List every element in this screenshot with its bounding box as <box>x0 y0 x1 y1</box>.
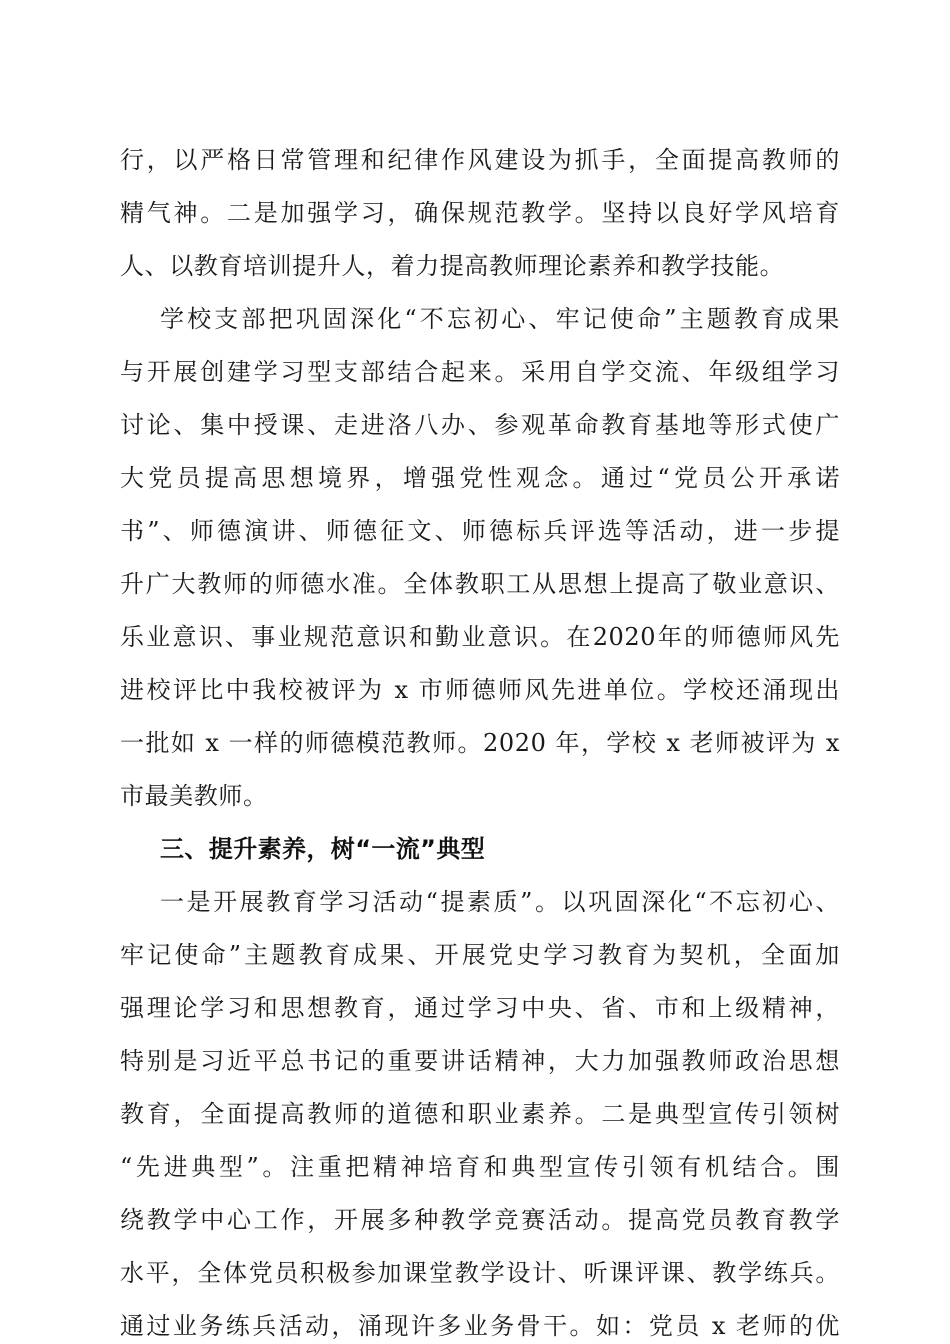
paragraph-2-line: 进校评比中我校被评为 x 市师德师风先进单位。学校还涌现出 <box>120 676 840 704</box>
paragraph-3-line: 牢记使命”主题教育成果、开展党史学习教育为契机，全面加 <box>120 941 840 969</box>
paragraph-3-line: 特别是习近平总书记的重要讲话精神，大力加强教师政治思想 <box>120 1047 840 1075</box>
paragraph-1-line: 人、以教育培训提升人，着力提高教师理论素养和教学技能。 <box>120 252 785 280</box>
paragraph-3-line: 水平，全体党员积极参加课堂教学设计、听课评课、教学练兵。 <box>120 1259 840 1287</box>
paragraph-3-line: “先进典型”。注重把精神培育和典型宣传引领有机结合。围 <box>120 1153 840 1181</box>
paragraph-3-line: 通过业务练兵活动，涌现许多业务骨干。如：党员 x 老师的优 <box>120 1312 840 1340</box>
paragraph-3-line: 教育，全面提高教师的道德和职业素养。二是典型宣传引领树 <box>120 1100 840 1128</box>
section-heading: 三、提升素养，树“一流”典型 <box>160 835 486 863</box>
paragraph-2-line: 学校支部把巩固深化“不忘初心、牢记使命”主题教育成果 <box>160 305 840 333</box>
paragraph-3-line: 一是开展教育学习活动“提素质”。以巩固深化“不忘初心、 <box>160 888 840 916</box>
paragraph-2-line: 市最美教师。 <box>120 782 268 810</box>
paragraph-2-line: 与开展创建学习型支部结合起来。采用自学交流、年级组学习 <box>120 358 840 386</box>
paragraph-3-line: 绕教学中心工作，开展多种教学竞赛活动。提高党员教育教学 <box>120 1206 840 1234</box>
paragraph-2-line: 升广大教师的师德水准。全体教职工从思想上提高了敬业意识、 <box>120 570 840 598</box>
paragraph-2-line: 大党员提高思想境界，增强党性观念。通过“党员公开承诺 <box>120 464 840 492</box>
paragraph-1-line: 行，以严格日常管理和纪律作风建设为抓手，全面提高教师的 <box>120 146 840 174</box>
paragraph-2-line: 讨论、集中授课、走进洛八办、参观革命教育基地等形式使广 <box>120 411 840 439</box>
paragraph-2-line: 一批如 x 一样的师德模范教师。2020 年，学校 x 老师被评为 x <box>120 729 840 757</box>
paragraph-1-line: 精气神。二是加强学习，确保规范教学。坚持以良好学风培育 <box>120 199 840 227</box>
paragraph-2-line: 书”、师德演讲、师德征文、师德标兵评选等活动，进一步提 <box>120 517 840 545</box>
paragraph-3-line: 强理论学习和思想教育，通过学习中央、省、市和上级精神， <box>120 994 840 1022</box>
paragraph-2-line: 乐业意识、事业规范意识和勤业意识。在2020年的师德师风先 <box>120 623 840 651</box>
